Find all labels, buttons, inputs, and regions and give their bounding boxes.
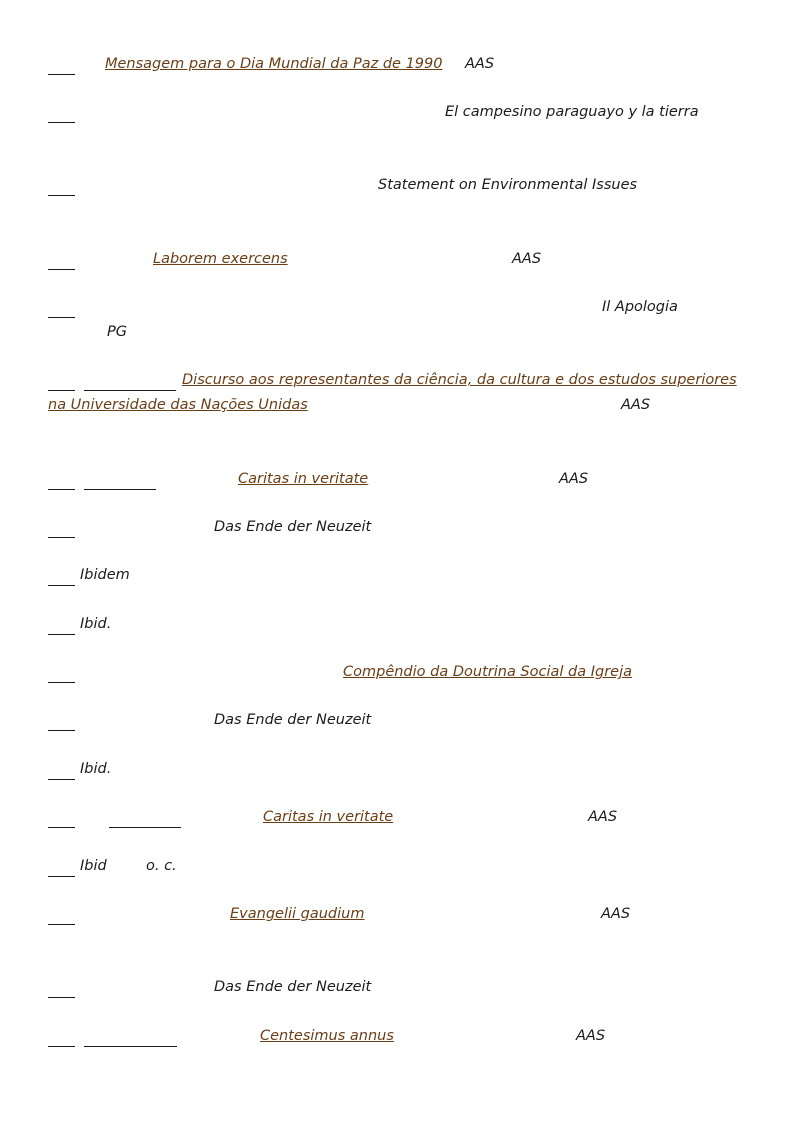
- footnote-3: [48, 177, 75, 200]
- number-blank: [48, 761, 75, 780]
- source-abbrev: AAS: [601, 906, 631, 922]
- source-abbrev: AAS: [588, 809, 618, 825]
- number-blank: [48, 519, 75, 538]
- footnote-1: [48, 56, 75, 79]
- footnote-ref: o. c.: [146, 858, 177, 874]
- source-abbrev: AAS: [465, 56, 495, 72]
- footnote-link[interactable]: Mensagem para o Dia Mundial da Paz de 1990: [105, 56, 443, 72]
- number-blank: [48, 177, 75, 196]
- number-blank: [48, 664, 75, 683]
- footnote-16: [48, 906, 75, 929]
- author-blank: [84, 372, 176, 391]
- number-blank: [48, 56, 75, 75]
- number-blank: [48, 251, 75, 270]
- number-blank: [48, 906, 75, 925]
- footnote-link[interactable]: Laborem exercens: [153, 251, 288, 267]
- footnote-link[interactable]: Compêndio da Doutrina Social da Igreja: [343, 664, 633, 680]
- footnote-7: [48, 471, 156, 494]
- footnote-title: Das Ende der Neuzeit: [214, 712, 372, 728]
- author-blank: [84, 471, 156, 490]
- footnote-15: [48, 858, 75, 881]
- footnote-title: Das Ende der Neuzeit: [214, 979, 372, 995]
- footnote-9: [48, 567, 75, 590]
- source-abbrev: AAS: [576, 1028, 606, 1044]
- footnote-2: [48, 104, 75, 127]
- source-abbrev: AAS: [621, 397, 651, 413]
- number-blank: [48, 616, 75, 635]
- footnote-18: [48, 1028, 177, 1051]
- number-blank: [48, 299, 75, 318]
- footnote-title: Il Apologia: [602, 299, 678, 315]
- footnote-14: [48, 809, 181, 832]
- footnote-link-continued[interactable]: na Universidade das Nações Unidas: [48, 397, 308, 413]
- footnote-10: [48, 616, 75, 639]
- footnote-title: Ibid.: [80, 616, 112, 632]
- footnote-title: Ibidem: [80, 567, 130, 583]
- footnote-link[interactable]: Caritas in veritate: [238, 471, 369, 487]
- footnote-link[interactable]: Evangelii gaudium: [230, 906, 365, 922]
- number-blank: [48, 712, 75, 731]
- footnote-12: [48, 712, 75, 735]
- author-blank: [109, 809, 181, 828]
- footnote-title: Ibid.: [80, 761, 112, 777]
- number-blank: [48, 372, 75, 391]
- number-blank: [48, 858, 75, 877]
- footnote-5: [48, 299, 75, 322]
- source-abbrev: PG: [107, 324, 127, 340]
- footnote-6: [48, 372, 176, 395]
- footnote-title: El campesino paraguayo y la tierra: [445, 104, 699, 120]
- footnote-link[interactable]: Caritas in veritate: [263, 809, 394, 825]
- number-blank: [48, 104, 75, 123]
- footnote-8: [48, 519, 75, 542]
- number-blank: [48, 1028, 75, 1047]
- source-abbrev: AAS: [512, 251, 542, 267]
- number-blank: [48, 471, 75, 490]
- footnote-link[interactable]: Discurso aos representantes da ciência, da cultura e dos estudos superiores: [182, 372, 737, 388]
- footnote-title: Statement on Environmental Issues: [378, 177, 638, 193]
- number-blank: [48, 567, 75, 586]
- source-abbrev: AAS: [559, 471, 589, 487]
- footnote-13: [48, 761, 75, 784]
- footnote-title: Das Ende der Neuzeit: [214, 519, 372, 535]
- number-blank: [48, 809, 75, 828]
- footnote-link[interactable]: Centesimus annus: [260, 1028, 394, 1044]
- footnote-17: [48, 979, 75, 1002]
- footnote-11: [48, 664, 75, 687]
- number-blank: [48, 979, 75, 998]
- footnote-4: [48, 251, 75, 274]
- author-blank: [84, 1028, 177, 1047]
- footnote-title: Ibid: [80, 858, 107, 874]
